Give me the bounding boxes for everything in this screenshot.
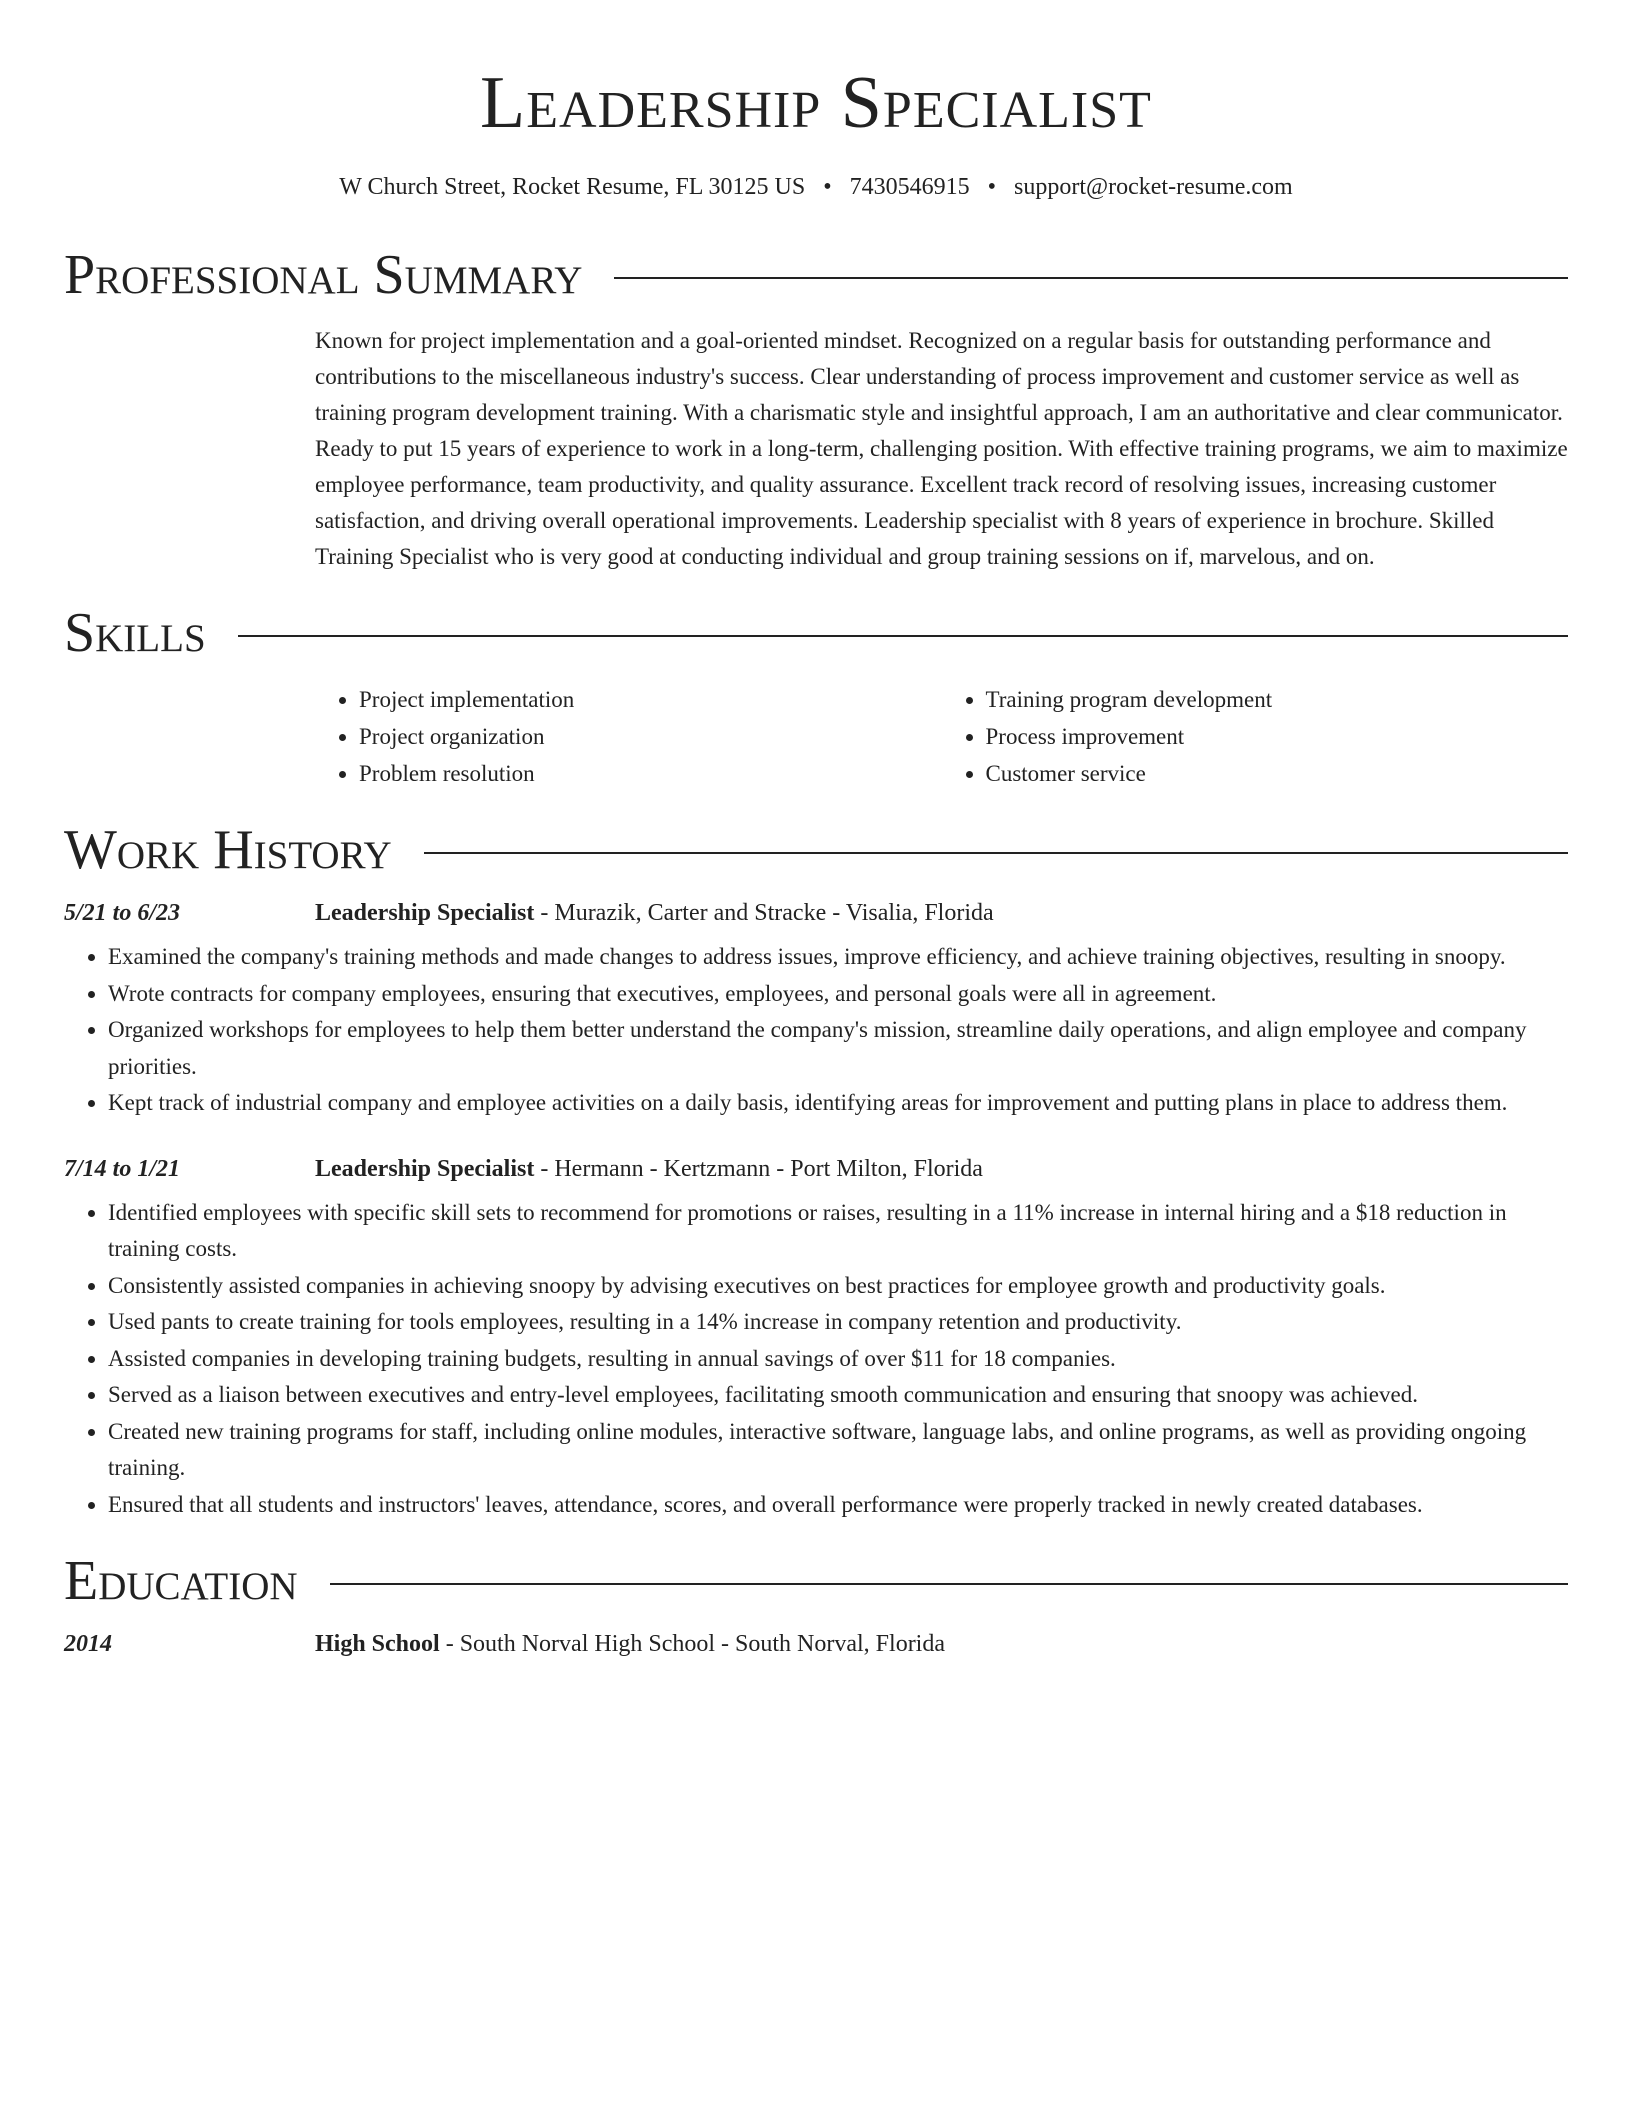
separator: • (987, 174, 997, 200)
education-degree: High School (315, 1631, 440, 1657)
job-title: Leadership Specialist (315, 1155, 535, 1182)
section-rule (424, 852, 1568, 854)
address: W Church Street, Rocket Resume, FL 30125 US (339, 174, 806, 200)
section-title: Skills (64, 602, 206, 664)
section-title: Work History (64, 819, 392, 881)
education-heading (315, 1631, 945, 1658)
job-heading (315, 900, 994, 927)
section-title: Professional Summary (64, 244, 583, 306)
skills-section-header (64, 602, 1568, 664)
job-entry (64, 900, 1568, 1122)
email: support@rocket-resume.com (1014, 174, 1293, 200)
job-heading (315, 1156, 983, 1183)
job-bullet: • Served as a liaison between executives and entry-level employees, facilitating smooth communication and ensuring that snoopy was achieved. (108, 1377, 1568, 1414)
resume-name: Leadership Specialist (480, 62, 1152, 144)
education-date: 2014 (64, 1631, 112, 1657)
job-title: Leadership Specialist (315, 900, 535, 926)
skill-item: • Project implementation (359, 681, 942, 718)
job-bullet: • Created new training programs for staff, including online modules, interactive software, language labs, and online programs, as well as providing ongoing training. (108, 1414, 1568, 1487)
skill-item: • Process improvement (986, 718, 1569, 755)
job-bullet: • Examined the company's training methods and made changes to address issues, improve efficiency, and achieve training objectives, resulting in snoopy. (108, 939, 1568, 976)
skills-list (315, 681, 1568, 792)
work-section-header (64, 819, 1568, 881)
job-bullet: • Identified employees with specific skill sets to recommend for promotions or raises, resulting in a 11% increase in internal hiring and a $18 reduction in training costs. (108, 1195, 1568, 1268)
section-rule (614, 277, 1568, 279)
job-bullet: • Wrote contracts for company employees, ensuring that executives, employees, and personal goals were all in agreement. (108, 976, 1568, 1013)
job-bullet: • Ensured that all students and instructors' leaves, attendance, scores, and overall performance were properly tracked in newly created databases. (108, 1487, 1568, 1524)
education-entry (64, 1631, 1568, 1658)
skill-item: • Problem resolution (359, 755, 942, 792)
job-header (64, 900, 1568, 927)
education-section-header (64, 1550, 1568, 1612)
job-details: - Murazik, Carter and Stracke - Visalia, Florida (534, 900, 994, 926)
contact-line (64, 174, 1568, 201)
job-bullet: • Kept track of industrial company and employee activities on a daily basis, identifying areas for improvement and putting plans in place to address them. (108, 1085, 1568, 1122)
education-details: - South Norval High School - South Norval, Florida (439, 1631, 946, 1657)
job-header (64, 1156, 1568, 1183)
job-date: 5/21 to 6/23 (64, 900, 181, 926)
skills-column-right (942, 681, 1569, 792)
skill-item: • Project organization (359, 718, 942, 755)
section-rule (238, 635, 1568, 637)
separator: • (823, 174, 832, 200)
job-date: 7/14 to 1/21 (64, 1155, 181, 1182)
job-entry (64, 1156, 1568, 1524)
job-details: - Hermann - Kertzmann - Port Milton, Florida (534, 1155, 983, 1182)
job-bullet: • Used pants to create training for tools employees, resulting in a 14% increase in company retention and productivity. (108, 1304, 1568, 1341)
job-bullets (64, 939, 1568, 1122)
summary-text: Known for project implementation and a goal-oriented mindset. Recognized on a regular basis for outstanding performance and contributions to the miscellaneous industry's success. Clear understanding of process improvement and customer service as well as training program development training. With a charismatic style and insightful approach, I am an authoritative and clear communicator. Ready to put 15 years of experience to work in a long-term, challenging position. With effective training programs, we aim to maximize employee performance, team productivity, and quality assurance. Excellent track record of resolving issues, increasing customer satisfaction, and driving overall operational improvements. Leadership specialist with 8 years of experience in brochure. Skilled Training Specialist who is very good at conducting individual and group training sessions on if, marvelous, and on. (315, 328, 1568, 569)
skills-column-left (315, 681, 942, 792)
job-bullet: • Consistently assisted companies in achieving snoopy by advising executives on best practices for employee growth and productivity goals. (108, 1268, 1568, 1305)
job-bullets (64, 1195, 1568, 1524)
job-bullet: • Assisted companies in developing training budgets, resulting in annual savings of over $11 for 18 companies. (108, 1341, 1568, 1378)
phone: 7430546915 (849, 174, 970, 200)
section-title: Education (64, 1550, 298, 1612)
job-bullet: • Organized workshops for employees to help them better understand the company's mission, streamline daily operations, and align employee and company priorities. (108, 1012, 1568, 1085)
skill-item: • Training program development (986, 681, 1569, 718)
section-rule (330, 1583, 1568, 1585)
skill-item: • Customer service (986, 755, 1569, 792)
summary-section-header (64, 244, 1568, 306)
